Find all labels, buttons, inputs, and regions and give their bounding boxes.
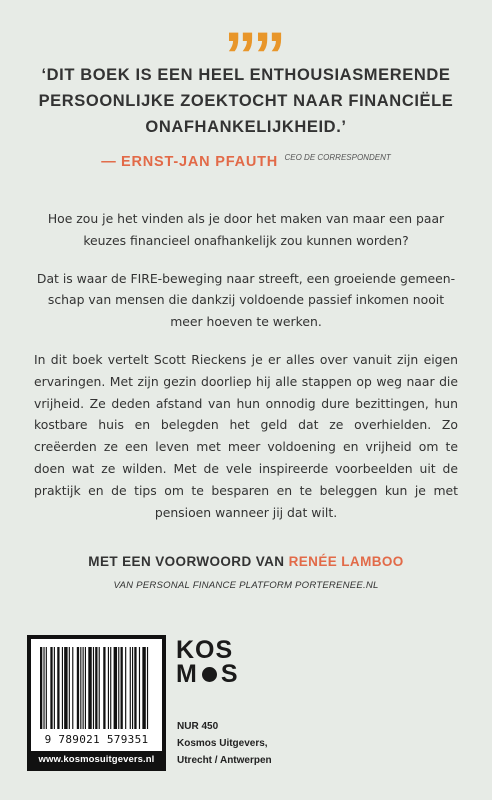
quote-attribution <box>0 153 492 171</box>
kosmos-logo: KOS M S <box>176 636 239 688</box>
foreword-prefix: MET EEN VOORWOORD VAN <box>88 554 285 569</box>
publisher-info <box>177 718 272 769</box>
quote-line-3: ONAFHANKELIJKHEID.’ <box>145 118 347 136</box>
foreword-credit <box>0 554 492 569</box>
foreword-name: RENÉE LAMBOO <box>288 554 404 569</box>
barcode-icon <box>40 647 154 733</box>
barcode-block <box>27 635 166 771</box>
publisher-location: Utrecht / Antwerpen <box>177 755 272 766</box>
foreword-subtitle: VAN PERSONAL FINANCE PLATFORM PORTERENEE.NL <box>113 580 379 591</box>
quote-line-2: PERSOONLIJKE ZOEKTOCHT NAAR FINANCIËLE <box>38 92 454 110</box>
quote-author-role: CEO DE CORRESPONDENT <box>284 153 391 162</box>
pull-quote <box>30 62 462 140</box>
publisher-name: Kosmos Uitgevers, <box>177 738 268 749</box>
blurb-paragraph-2: Dat is waar de FIRE-beweging naar streeft, een groeiende gemeen-schap van mensen die dankzij voldoende passief inkomen nooit meer hoeven te werken. <box>36 270 456 330</box>
blurb-paragraph-3: In dit boek vertelt Scott Rieckens je er alles over vanuit zijn eigen ervaringen. Met zijn gezin doorliep hij alle stappen op weg naar die vrijheid. Ze deden afstand van hun onnodig dure bezittingen, hun kostbare huis en belegden het geld dat ze overhielden. Zo creëerden ze een leven met meer voldoening en vrijheid om te doen wat ze wilden. Met de vele inspireerde voorbeelden uit de praktijk en de tips om te besparen en te beleggen kun je met pensioen wanneer jij dat wilt. <box>34 351 458 520</box>
blurb-paragraph-1: Hoe zou je het vinden als je door het maken van maar een paar keuzes financieel onafhankelijk zou kunnen worden? <box>47 211 445 248</box>
quote-dash: — <box>101 154 117 170</box>
nur-code: NUR 450 <box>177 721 219 732</box>
quote-line-1: ‘DIT BOEK IS EEN HEEL ENTHOUSIASMERENDE <box>41 66 451 84</box>
publisher-url: www.kosmosuitgevers.nl <box>38 754 155 765</box>
blurb <box>34 208 458 539</box>
quote-author: ERNST-JAN PFAUTH <box>121 154 279 170</box>
logo-dot-icon <box>202 667 217 682</box>
isbn-digits: 9 789021 579351 <box>44 733 149 746</box>
barcode-panel <box>31 639 162 751</box>
quote-mark-icon: ”” <box>224 18 282 92</box>
